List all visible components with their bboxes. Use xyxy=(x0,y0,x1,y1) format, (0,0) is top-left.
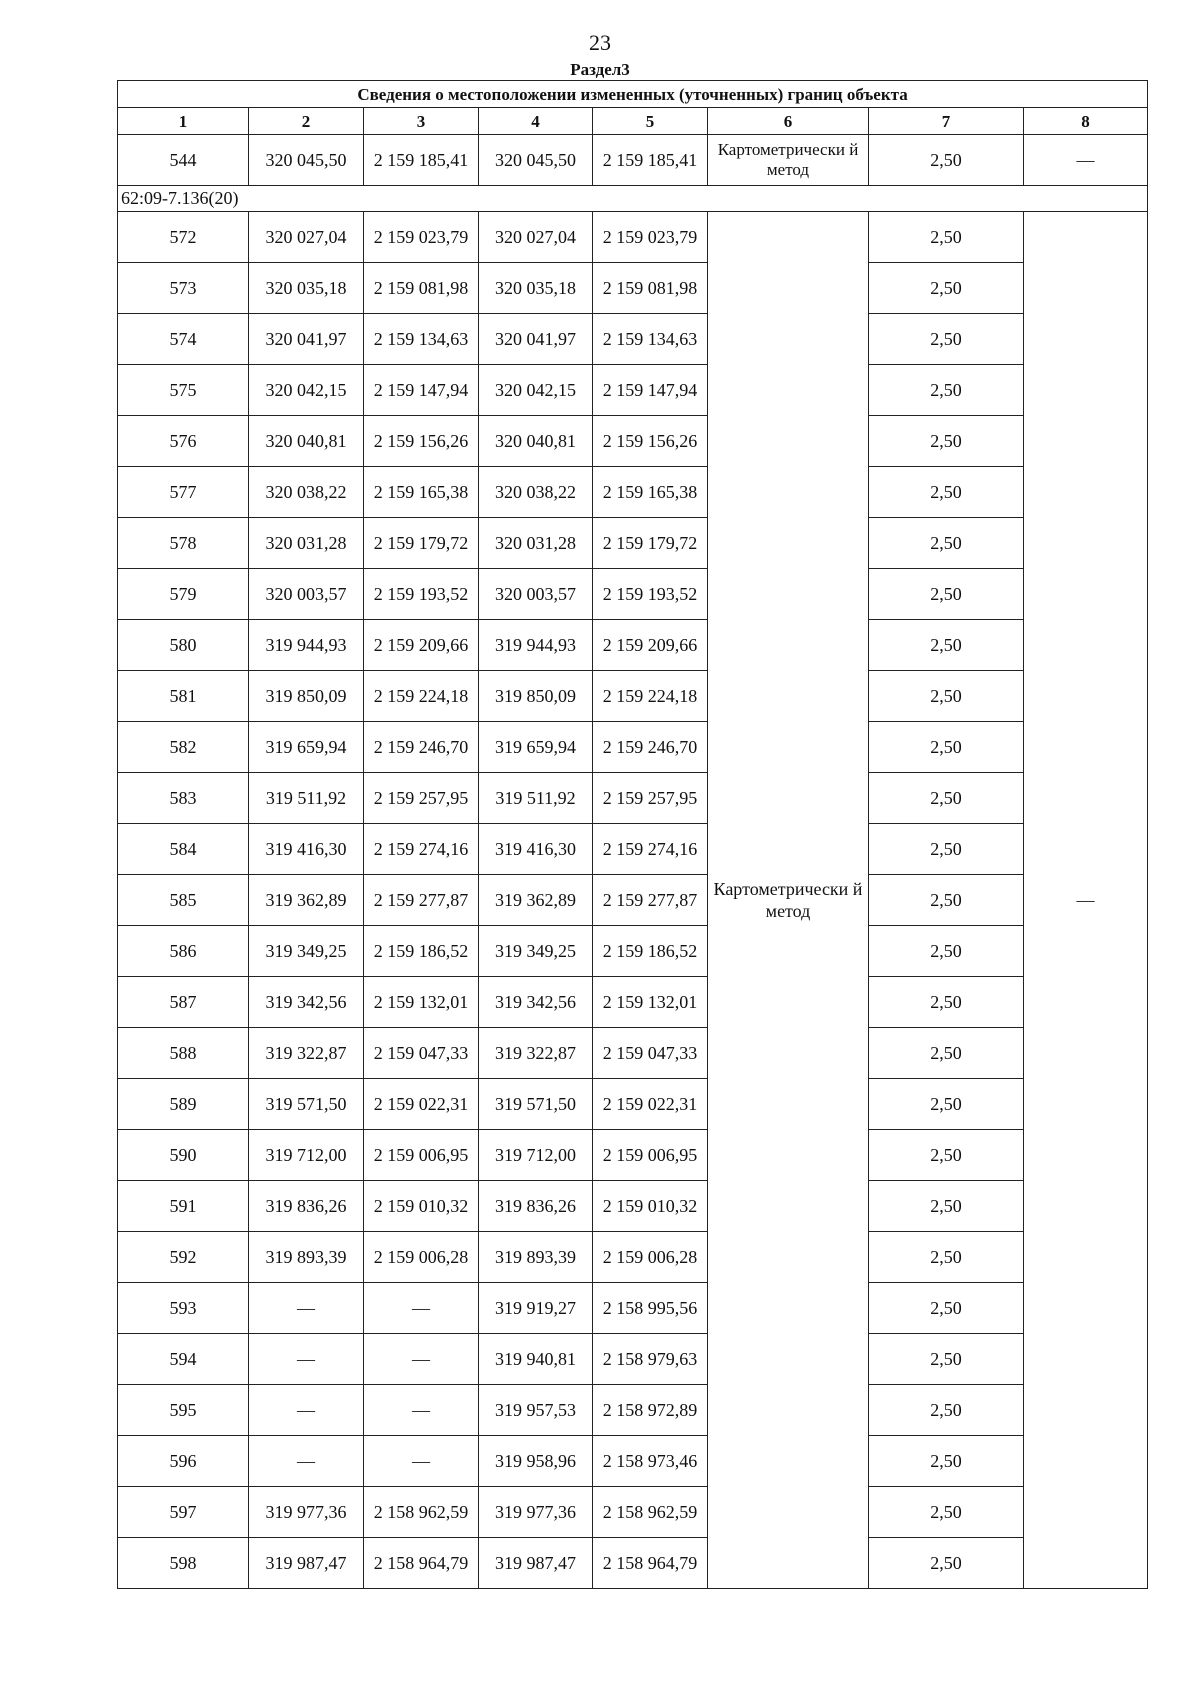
y-old: 2 158 962,59 xyxy=(364,1487,479,1538)
table-row xyxy=(118,1283,1148,1334)
y-old: 2 159 010,32 xyxy=(364,1181,479,1232)
x-old: — xyxy=(249,1334,364,1385)
x-old: 320 003,57 xyxy=(249,569,364,620)
point-number: 579 xyxy=(118,569,249,620)
y-old: 2 158 964,79 xyxy=(364,1538,479,1589)
y-new: 2 159 081,98 xyxy=(593,263,708,314)
column-number: 3 xyxy=(364,108,479,135)
x-new: 320 027,04 xyxy=(479,212,593,263)
accuracy: 2,50 xyxy=(869,1487,1024,1538)
point-number: 582 xyxy=(118,722,249,773)
point-number: 574 xyxy=(118,314,249,365)
y-old: 2 159 277,87 xyxy=(364,875,479,926)
x-old: 319 659,94 xyxy=(249,722,364,773)
x-old: — xyxy=(249,1385,364,1436)
accuracy: 2,50 xyxy=(869,926,1024,977)
method-cell: Картометрически й метод xyxy=(708,212,869,1589)
x-new: 319 511,92 xyxy=(479,773,593,824)
y-old: 2 159 006,95 xyxy=(364,1130,479,1181)
point-number: 596 xyxy=(118,1436,249,1487)
y-new: 2 159 147,94 xyxy=(593,365,708,416)
x-old: 319 850,09 xyxy=(249,671,364,722)
column-number: 7 xyxy=(869,108,1024,135)
y-old: 2 159 274,16 xyxy=(364,824,479,875)
accuracy: 2,50 xyxy=(869,1181,1024,1232)
x-old: 320 027,04 xyxy=(249,212,364,263)
x-old: 319 977,36 xyxy=(249,1487,364,1538)
point-number: 573 xyxy=(118,263,249,314)
table-row xyxy=(118,926,1148,977)
x-new: 320 031,28 xyxy=(479,518,593,569)
y-new: 2 158 979,63 xyxy=(593,1334,708,1385)
column-number-row xyxy=(118,108,1148,135)
y-old: — xyxy=(364,1334,479,1385)
y-old: 2 159 246,70 xyxy=(364,722,479,773)
y-old: 2 159 022,31 xyxy=(364,1079,479,1130)
x-old: 320 045,50 xyxy=(249,135,364,186)
table-row xyxy=(118,1232,1148,1283)
table-row xyxy=(118,773,1148,824)
x-new: 319 416,30 xyxy=(479,824,593,875)
table-row xyxy=(118,1538,1148,1589)
y-new: 2 158 973,46 xyxy=(593,1436,708,1487)
x-new: 319 919,27 xyxy=(479,1283,593,1334)
accuracy: 2,50 xyxy=(869,1130,1024,1181)
x-new: 319 836,26 xyxy=(479,1181,593,1232)
accuracy: 2,50 xyxy=(869,824,1024,875)
accuracy: 2,50 xyxy=(869,1028,1024,1079)
point-number: 577 xyxy=(118,467,249,518)
accuracy: 2,50 xyxy=(869,416,1024,467)
table-row xyxy=(118,1130,1148,1181)
table-row xyxy=(118,212,1148,263)
y-old: 2 159 209,66 xyxy=(364,620,479,671)
point-number: 595 xyxy=(118,1385,249,1436)
x-new: 320 003,57 xyxy=(479,569,593,620)
point-number: 587 xyxy=(118,977,249,1028)
y-new: 2 159 185,41 xyxy=(593,135,708,186)
y-new: 2 159 023,79 xyxy=(593,212,708,263)
x-new: 320 040,81 xyxy=(479,416,593,467)
accuracy: 2,50 xyxy=(869,1283,1024,1334)
x-old: 320 042,15 xyxy=(249,365,364,416)
y-old: 2 159 081,98 xyxy=(364,263,479,314)
x-new: 319 944,93 xyxy=(479,620,593,671)
column-number: 8 xyxy=(1024,108,1148,135)
y-old: 2 159 257,95 xyxy=(364,773,479,824)
y-old: 2 159 147,94 xyxy=(364,365,479,416)
accuracy: 2,50 xyxy=(869,314,1024,365)
table-row xyxy=(118,977,1148,1028)
y-old: 2 159 224,18 xyxy=(364,671,479,722)
column-number: 1 xyxy=(118,108,249,135)
accuracy: 2,50 xyxy=(869,977,1024,1028)
point-number: 598 xyxy=(118,1538,249,1589)
x-new: 319 712,00 xyxy=(479,1130,593,1181)
accuracy: 2,50 xyxy=(869,1538,1024,1589)
x-old: 319 987,47 xyxy=(249,1538,364,1589)
x-new: 319 342,56 xyxy=(479,977,593,1028)
x-old: 319 511,92 xyxy=(249,773,364,824)
x-old: 319 349,25 xyxy=(249,926,364,977)
note-cell: — xyxy=(1024,212,1148,1589)
group-label-row xyxy=(118,186,1148,212)
x-old: 319 712,00 xyxy=(249,1130,364,1181)
x-new: 319 893,39 xyxy=(479,1232,593,1283)
accuracy: 2,50 xyxy=(869,671,1024,722)
y-new: 2 159 156,26 xyxy=(593,416,708,467)
point-number: 572 xyxy=(118,212,249,263)
x-new: 320 035,18 xyxy=(479,263,593,314)
point-number: 588 xyxy=(118,1028,249,1079)
y-old: 2 159 165,38 xyxy=(364,467,479,518)
column-number: 5 xyxy=(593,108,708,135)
y-new: 2 159 006,28 xyxy=(593,1232,708,1283)
y-new: 2 159 022,31 xyxy=(593,1079,708,1130)
y-new: 2 159 224,18 xyxy=(593,671,708,722)
x-old: 319 362,89 xyxy=(249,875,364,926)
table-row xyxy=(118,1028,1148,1079)
y-new: 2 158 964,79 xyxy=(593,1538,708,1589)
y-new: 2 158 995,56 xyxy=(593,1283,708,1334)
table-row xyxy=(118,671,1148,722)
x-new: 319 349,25 xyxy=(479,926,593,977)
y-new: 2 159 179,72 xyxy=(593,518,708,569)
accuracy: 2,50 xyxy=(869,773,1024,824)
y-old: 2 159 132,01 xyxy=(364,977,479,1028)
y-new: 2 158 962,59 xyxy=(593,1487,708,1538)
y-old: 2 159 023,79 xyxy=(364,212,479,263)
point-number: 580 xyxy=(118,620,249,671)
y-old: 2 159 006,28 xyxy=(364,1232,479,1283)
x-old: 319 322,87 xyxy=(249,1028,364,1079)
y-new: 2 159 047,33 xyxy=(593,1028,708,1079)
accuracy: 2,50 xyxy=(869,1079,1024,1130)
y-old: 2 159 186,52 xyxy=(364,926,479,977)
accuracy: 2,50 xyxy=(869,135,1024,186)
x-old: 320 038,22 xyxy=(249,467,364,518)
y-new: 2 159 132,01 xyxy=(593,977,708,1028)
x-old: — xyxy=(249,1283,364,1334)
point-number: 583 xyxy=(118,773,249,824)
table-row xyxy=(118,824,1148,875)
accuracy: 2,50 xyxy=(869,1385,1024,1436)
y-new: 2 159 193,52 xyxy=(593,569,708,620)
column-number: 6 xyxy=(708,108,869,135)
x-old: 320 035,18 xyxy=(249,263,364,314)
x-old: 320 031,28 xyxy=(249,518,364,569)
y-old: 2 159 134,63 xyxy=(364,314,479,365)
y-old: — xyxy=(364,1283,479,1334)
accuracy: 2,50 xyxy=(869,1334,1024,1385)
y-old: — xyxy=(364,1385,479,1436)
table-row xyxy=(118,1436,1148,1487)
y-old: — xyxy=(364,1436,479,1487)
x-new: 320 045,50 xyxy=(479,135,593,186)
y-old: 2 159 047,33 xyxy=(364,1028,479,1079)
y-new: 2 159 186,52 xyxy=(593,926,708,977)
boundary-table xyxy=(117,80,1148,1589)
accuracy: 2,50 xyxy=(869,875,1024,926)
table-row xyxy=(118,1181,1148,1232)
x-new: 320 042,15 xyxy=(479,365,593,416)
x-new: 319 940,81 xyxy=(479,1334,593,1385)
accuracy: 2,50 xyxy=(869,365,1024,416)
point-number: 593 xyxy=(118,1283,249,1334)
x-new: 319 977,36 xyxy=(479,1487,593,1538)
y-new: 2 159 165,38 xyxy=(593,467,708,518)
table-row xyxy=(118,416,1148,467)
point-number: 585 xyxy=(118,875,249,926)
x-new: 319 362,89 xyxy=(479,875,593,926)
x-new: 319 659,94 xyxy=(479,722,593,773)
y-old: 2 159 179,72 xyxy=(364,518,479,569)
y-new: 2 159 134,63 xyxy=(593,314,708,365)
accuracy: 2,50 xyxy=(869,263,1024,314)
point-number: 584 xyxy=(118,824,249,875)
table-row xyxy=(118,365,1148,416)
x-new: 319 850,09 xyxy=(479,671,593,722)
accuracy: 2,50 xyxy=(869,1232,1024,1283)
point-number: 590 xyxy=(118,1130,249,1181)
table-row xyxy=(118,569,1148,620)
x-old: 319 893,39 xyxy=(249,1232,364,1283)
accuracy: 2,50 xyxy=(869,467,1024,518)
table-row xyxy=(118,620,1148,671)
point-number: 597 xyxy=(118,1487,249,1538)
accuracy: 2,50 xyxy=(869,518,1024,569)
x-old: 319 836,26 xyxy=(249,1181,364,1232)
y-new: 2 159 274,16 xyxy=(593,824,708,875)
x-new: 319 957,53 xyxy=(479,1385,593,1436)
y-old: 2 159 185,41 xyxy=(364,135,479,186)
table-row xyxy=(118,263,1148,314)
method-cell: Картометрически й метод xyxy=(708,135,869,186)
y-new: 2 158 972,89 xyxy=(593,1385,708,1436)
x-old: — xyxy=(249,1436,364,1487)
x-old: 319 944,93 xyxy=(249,620,364,671)
point-number: 591 xyxy=(118,1181,249,1232)
group-label: 62:09-7.136(20) xyxy=(118,186,1148,212)
table-caption: Сведения о местоположении измененных (уточненных) границ объекта xyxy=(118,81,1148,108)
point-number: 581 xyxy=(118,671,249,722)
y-new: 2 159 006,95 xyxy=(593,1130,708,1181)
table-row xyxy=(118,314,1148,365)
point-number: 578 xyxy=(118,518,249,569)
x-new: 320 041,97 xyxy=(479,314,593,365)
point-number: 544 xyxy=(118,135,249,186)
x-old: 319 342,56 xyxy=(249,977,364,1028)
point-number: 586 xyxy=(118,926,249,977)
table-row xyxy=(118,1385,1148,1436)
x-old: 319 571,50 xyxy=(249,1079,364,1130)
x-old: 319 416,30 xyxy=(249,824,364,875)
table-row xyxy=(118,518,1148,569)
table-row xyxy=(118,1079,1148,1130)
point-number: 592 xyxy=(118,1232,249,1283)
x-new: 319 322,87 xyxy=(479,1028,593,1079)
table-row xyxy=(118,1487,1148,1538)
y-new: 2 159 010,32 xyxy=(593,1181,708,1232)
page-number: 23 xyxy=(589,30,611,55)
accuracy: 2,50 xyxy=(869,722,1024,773)
point-number: 576 xyxy=(118,416,249,467)
x-old: 320 041,97 xyxy=(249,314,364,365)
y-new: 2 159 209,66 xyxy=(593,620,708,671)
point-number: 575 xyxy=(118,365,249,416)
note-cell: — xyxy=(1024,135,1148,186)
accuracy: 2,50 xyxy=(869,569,1024,620)
accuracy: 2,50 xyxy=(869,1436,1024,1487)
table-row xyxy=(118,722,1148,773)
x-old: 320 040,81 xyxy=(249,416,364,467)
column-number: 4 xyxy=(479,108,593,135)
x-new: 319 987,47 xyxy=(479,1538,593,1589)
y-new: 2 159 277,87 xyxy=(593,875,708,926)
accuracy: 2,50 xyxy=(869,620,1024,671)
point-number: 589 xyxy=(118,1079,249,1130)
accuracy: 2,50 xyxy=(869,212,1024,263)
table-row xyxy=(118,135,1148,186)
table-caption-row xyxy=(118,81,1148,108)
section-title: Раздел3 xyxy=(570,60,630,79)
y-new: 2 159 246,70 xyxy=(593,722,708,773)
point-number: 594 xyxy=(118,1334,249,1385)
x-new: 319 958,96 xyxy=(479,1436,593,1487)
table-row xyxy=(118,1334,1148,1385)
table-row xyxy=(118,875,1148,926)
y-old: 2 159 193,52 xyxy=(364,569,479,620)
x-new: 319 571,50 xyxy=(479,1079,593,1130)
y-new: 2 159 257,95 xyxy=(593,773,708,824)
column-number: 2 xyxy=(249,108,364,135)
x-new: 320 038,22 xyxy=(479,467,593,518)
y-old: 2 159 156,26 xyxy=(364,416,479,467)
table-row xyxy=(118,467,1148,518)
